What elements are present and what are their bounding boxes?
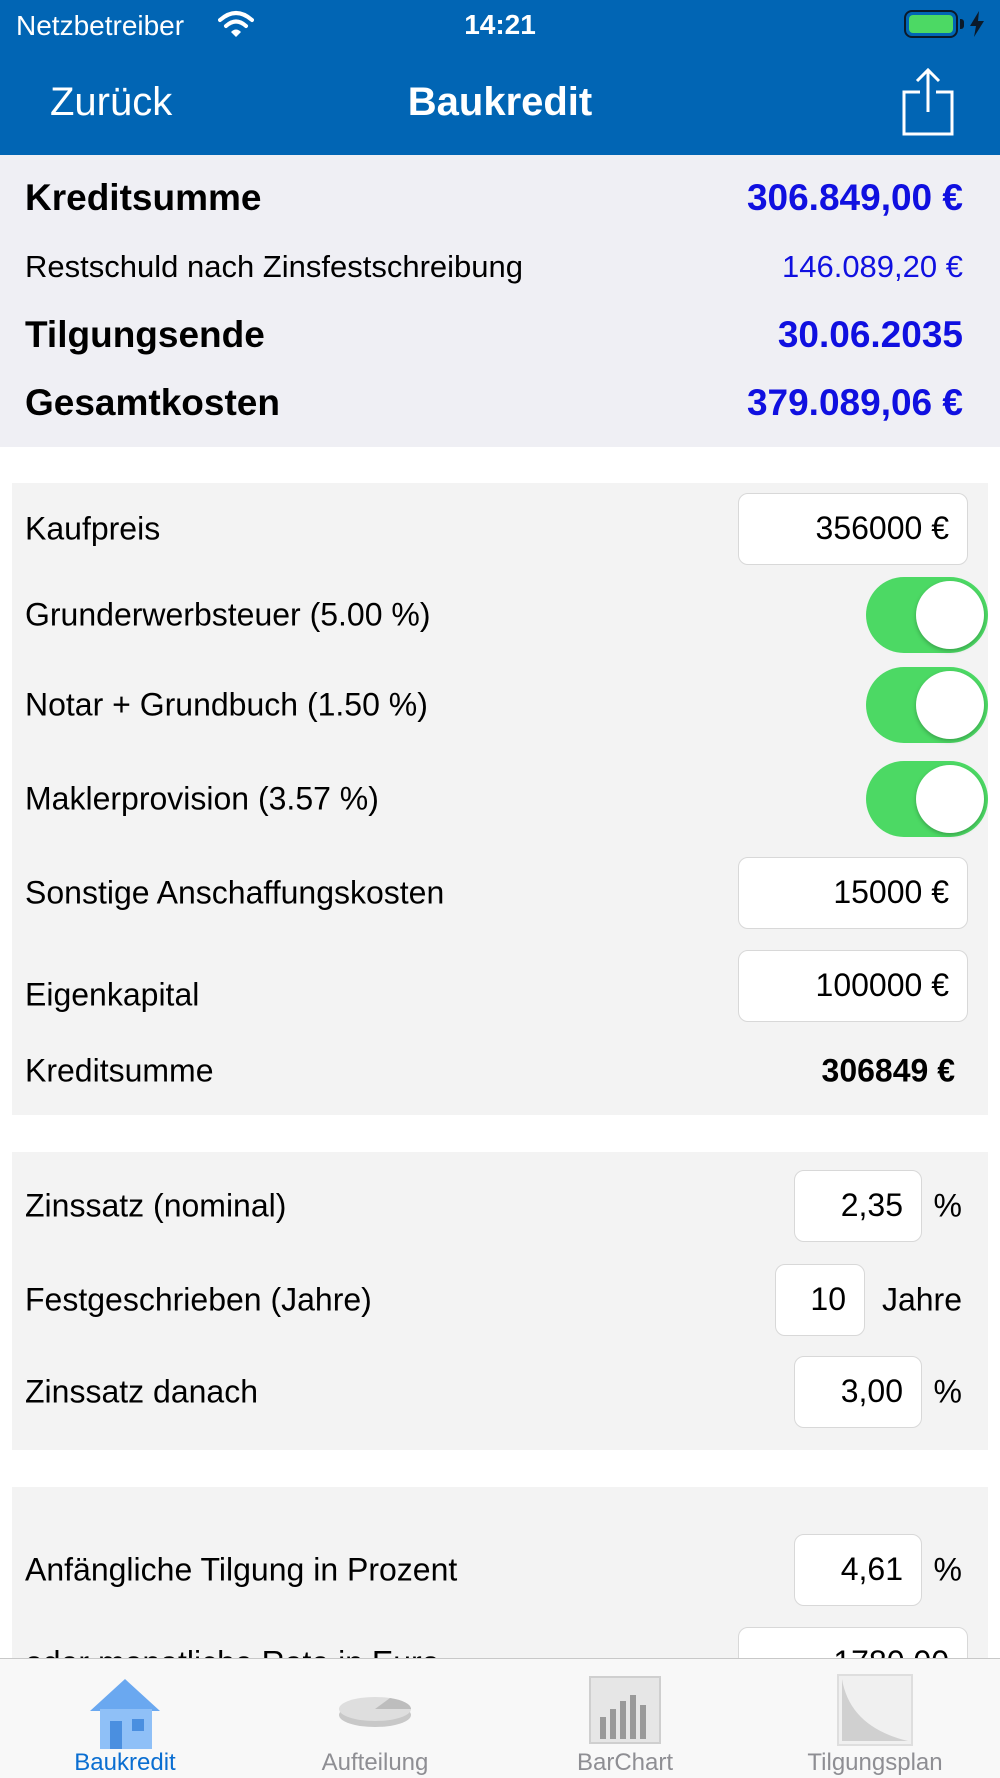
summary-value: 30.06.2035 <box>777 314 963 355</box>
grunderwerb-toggle[interactable] <box>866 577 988 653</box>
house-icon <box>80 1667 170 1757</box>
notar-row <box>25 669 975 741</box>
carrier-label: Netzbetreiber <box>16 10 185 41</box>
back-button[interactable]: Zurück <box>50 80 173 124</box>
sonstige-row <box>25 857 975 929</box>
zinssatz-row <box>25 1170 975 1242</box>
eigenkapital-input[interactable]: 100000 € <box>738 950 968 1022</box>
interest-section <box>12 1152 988 1450</box>
festgeschrieben-input[interactable]: 10 <box>775 1264 865 1336</box>
bar-chart-icon <box>580 1667 670 1757</box>
summary-panel <box>0 155 1000 447</box>
tab-barchart[interactable] <box>500 1659 750 1778</box>
navigation-bar <box>0 0 1000 155</box>
kaufpreis-input[interactable]: 356000 € <box>738 493 968 565</box>
zinssatz-danach-label: Zinssatz danach <box>25 1373 259 1410</box>
purchase-section <box>12 483 988 1115</box>
tilgung-unit: % <box>933 1551 962 1588</box>
status-bar <box>0 0 1000 50</box>
summary-tilgungsende <box>25 314 963 356</box>
tab-label: Baukredit <box>74 1749 176 1776</box>
pie-chart-icon <box>330 1667 420 1757</box>
kreditsumme-row <box>25 1035 975 1107</box>
summary-value: 306.849,00 € <box>746 177 963 218</box>
zinssatz-unit: % <box>933 1187 962 1224</box>
summary-label: Tilgungsende <box>25 314 265 355</box>
grunderwerb-row <box>25 579 975 651</box>
curve-chart-icon <box>830 1667 920 1757</box>
eigenkapital-label: Eigenkapital <box>25 976 200 1013</box>
summary-label: Restschuld nach Zinsfestschreibung <box>25 249 523 284</box>
charging-icon <box>968 10 986 38</box>
share-icon[interactable] <box>900 66 956 138</box>
status-time: 14:21 <box>464 9 536 40</box>
festgeschrieben-unit: Jahre <box>881 1281 962 1318</box>
tab-label: Tilgungsplan <box>807 1749 943 1776</box>
summary-gesamtkosten <box>25 382 963 424</box>
notar-toggle[interactable] <box>866 667 988 743</box>
zinssatz-danach-unit: % <box>933 1373 962 1410</box>
sonstige-label: Sonstige Anschaffungskosten <box>25 874 445 911</box>
summary-kreditsumme <box>25 177 963 219</box>
makler-row <box>25 763 975 835</box>
battery-cap <box>960 19 964 29</box>
festgeschrieben-row <box>25 1264 975 1336</box>
zinssatz-input[interactable]: 2,35 <box>794 1170 922 1242</box>
grunderwerb-label: Grunderwerbsteuer (5.00 %) <box>25 596 431 633</box>
tab-label: BarChart <box>576 1749 674 1776</box>
zinssatz-danach-row <box>25 1356 975 1428</box>
kaufpreis-label: Kaufpreis <box>25 510 161 547</box>
makler-toggle[interactable] <box>866 761 988 837</box>
tab-tilgungsplan[interactable] <box>750 1659 1000 1778</box>
summary-value: 146.089,20 € <box>781 249 963 284</box>
tab-label: Aufteilung <box>321 1749 429 1776</box>
tilgung-label: Anfängliche Tilgung in Prozent <box>25 1551 458 1588</box>
tab-bar <box>0 1658 1000 1778</box>
summary-label: Kreditsumme <box>25 177 262 218</box>
zinssatz-label: Zinssatz (nominal) <box>25 1187 287 1224</box>
page-title: Baukredit <box>407 80 593 124</box>
summary-label: Gesamtkosten <box>25 382 280 423</box>
summary-restschuld <box>25 249 963 285</box>
notar-label: Notar + Grundbuch (1.50 %) <box>25 686 428 723</box>
tilgung-row <box>25 1534 975 1606</box>
battery-icon <box>904 10 958 38</box>
festgeschrieben-label: Festgeschrieben (Jahre) <box>25 1281 372 1318</box>
eigenkapital-row <box>25 950 975 1022</box>
summary-value: 379.089,06 € <box>746 382 963 423</box>
kreditsumme-label: Kreditsumme <box>25 1052 214 1089</box>
kreditsumme-value: 306849 € <box>821 1052 955 1089</box>
sonstige-input[interactable]: 15000 € <box>738 857 968 929</box>
tab-aufteilung[interactable] <box>250 1659 500 1778</box>
tab-baukredit[interactable] <box>0 1659 250 1778</box>
makler-label: Maklerprovision (3.57 %) <box>25 780 379 817</box>
tilgung-input[interactable]: 4,61 <box>794 1534 922 1606</box>
zinssatz-danach-input[interactable]: 3,00 <box>794 1356 922 1428</box>
kaufpreis-row <box>25 493 975 565</box>
